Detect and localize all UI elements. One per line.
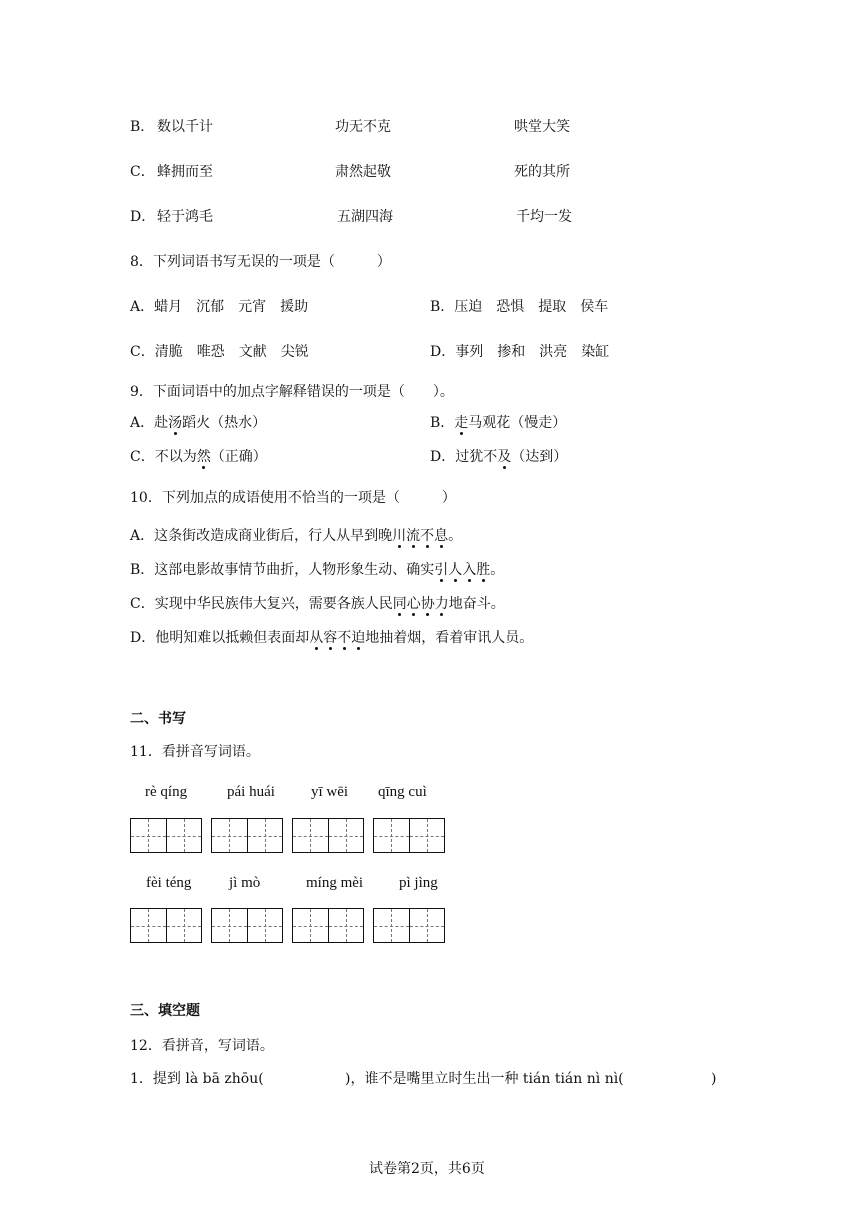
pinyin-label: jì mò	[229, 875, 261, 891]
section-title-writing: 二、书写	[130, 711, 186, 727]
q7-option-d-word-1: 轻于鸿毛	[157, 209, 213, 225]
writing-grid-box[interactable]	[292, 908, 364, 943]
q7-option-b-word-1: 数以千计	[157, 119, 213, 135]
emphasis-dot-char: 汤	[168, 415, 183, 431]
q8-option-d: D．事列 掺和 洪亮 染缸	[430, 344, 610, 360]
page-footer: 试卷第2页，共6页	[369, 1161, 485, 1177]
q8-option-c: C．清脆 唯恐 文献 尖锐	[130, 344, 309, 360]
q8-option-a: A．蜡月 沉郁 元宵 援助	[130, 299, 309, 315]
q9-stem: 9．下面词语中的加点字解释错误的一项是（ ）。	[130, 384, 454, 400]
q7-option-c-word-2: 肃然起敬	[335, 164, 391, 180]
emphasis-dot-char: 及	[497, 449, 512, 465]
pinyin-label: fèi téng	[146, 875, 192, 891]
q7-option-b-word-2: 功无不克	[335, 119, 391, 135]
q9-option-c: C．不以为然（正确）	[130, 449, 267, 465]
q7-option-c-word-3: 死的其所	[514, 164, 570, 180]
q10-option-a: A．这条街改造成商业街后，行人从早到晚川流不息。	[130, 528, 463, 544]
q7-option-d-word-2: 五湖四海	[337, 209, 393, 225]
q8-stem: 8．下列词语书写无误的一项是（ ）	[130, 254, 391, 270]
q9-option-d: D．过犹不及（达到）	[430, 449, 568, 465]
q8-option-b: B．压迫 恐惧 提取 侯车	[430, 299, 609, 315]
pinyin-label: qīng cuì	[378, 784, 427, 800]
pinyin-label: rè qíng	[145, 784, 188, 800]
section-title-fill-blank: 三、填空题	[130, 1003, 200, 1019]
q12-line-1-part-1: 1．提到 là bā zhōu(	[130, 1071, 264, 1087]
pinyin-label: yī wēi	[311, 784, 349, 800]
writing-grid-box[interactable]	[130, 818, 202, 853]
q7-option-d-label: D．	[130, 209, 156, 225]
pinyin-label: pì jìng	[399, 875, 438, 891]
q12-stem: 12．看拼音，写词语。	[130, 1038, 274, 1054]
writing-grid-box[interactable]	[292, 818, 364, 853]
pinyin-label: pái huái	[227, 784, 275, 800]
q7-option-c-word-1: 蜂拥而至	[157, 164, 213, 180]
q9-option-a: A．赴汤蹈火（热水）	[130, 415, 267, 431]
q12-line-1-part-3: )	[711, 1071, 717, 1087]
q7-option-b-label: B．	[130, 119, 155, 135]
writing-grid-box[interactable]	[211, 908, 283, 943]
q11-stem: 11．看拼音写词语。	[130, 744, 260, 760]
q7-option-b-word-3: 哄堂大笑	[514, 119, 570, 135]
writing-grid-box[interactable]	[130, 908, 202, 943]
q10-option-b: B．这部电影故事情节曲折，人物形象生动、确实引人入胜。	[130, 562, 505, 578]
emphasis-dot-char: 然	[196, 449, 211, 465]
writing-grid-box[interactable]	[211, 818, 283, 853]
q12-line-1-part-2: )，谁不是嘴里立时生出一种 tián tián nì nì(	[345, 1071, 624, 1087]
writing-grid-box[interactable]	[373, 908, 445, 943]
writing-grid-box[interactable]	[373, 818, 445, 853]
q7-option-c-label: C．	[130, 164, 155, 180]
q10-option-d: D．他明知难以抵赖但表面却从容不迫地抽着烟，看着审讯人员。	[130, 630, 534, 646]
emphasis-dot-char: 走	[454, 415, 469, 431]
q10-option-c: C．实现中华民族伟大复兴，需要各族人民同心协力地奋斗。	[130, 596, 505, 612]
pinyin-label: míng mèi	[306, 875, 364, 891]
q7-option-d-word-3: 千均一发	[516, 209, 572, 225]
q10-stem: 10．下列加点的成语使用不恰当的一项是（ ）	[130, 490, 456, 506]
q9-option-b: B．走马观花（慢走）	[430, 415, 567, 431]
